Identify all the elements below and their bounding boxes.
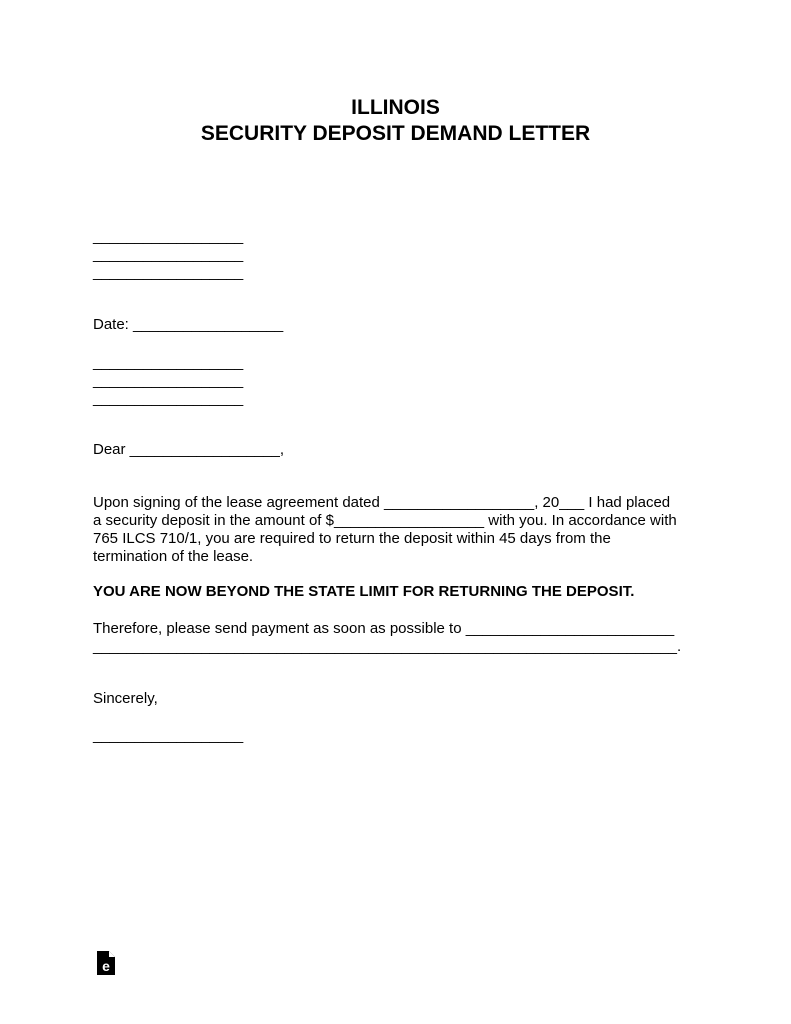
signature-line: __________________ [93,727,244,744]
payment-request-line: Therefore, please send payment as soon as possible to _________________________ [93,620,675,637]
svg-text:e: e [102,958,110,974]
sender-address-line: __________________ [93,228,244,245]
sender-address-line: __________________ [93,264,244,281]
recipient-address-line: __________________ [93,354,244,371]
body-line: 765 ILCS 710/1, you are required to return the deposit within 45 days from the [93,530,611,547]
payment-address-line: ______________________________________________________________________. [93,638,682,655]
body-line: Upon signing of the lease agreement dated __________________, 20___ I had placed [93,494,671,511]
salutation: Dear __________________, [93,441,285,458]
title-letter-name: SECURITY DEPOSIT DEMAND LETTER [200,122,591,145]
eforms-logo-icon [97,951,115,975]
body-line: termination of the lease. [93,548,254,565]
body-line: a security deposit in the amount of $__________________ with you. In accordance with [93,512,677,529]
recipient-address-line: __________________ [93,390,244,407]
closing: Sincerely, [93,690,158,707]
recipient-address-line: __________________ [93,372,244,389]
sender-address-line: __________________ [93,246,244,263]
title-state: ILLINOIS [351,96,440,119]
date-field: Date: __________________ [93,316,284,333]
warning-statement: YOU ARE NOW BEYOND THE STATE LIMIT FOR RETURNING THE DEPOSIT. [93,583,635,600]
